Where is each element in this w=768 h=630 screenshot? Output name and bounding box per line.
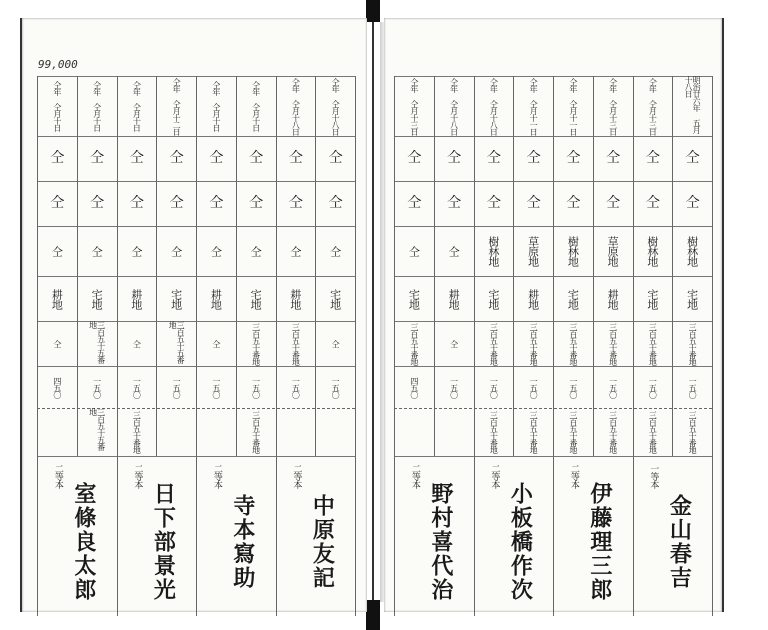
right-cell-mark1: 仝 <box>407 150 421 166</box>
left-cell-category: 耕地 <box>288 288 302 309</box>
right-cell-area-a: 三百五十番地 <box>529 322 539 365</box>
right-cell-date: 仝年 仝月十一日 <box>529 77 539 135</box>
right-cell-area-a: 三百五十番地 <box>648 322 658 365</box>
left-cell-total: 三百五十番地 <box>251 411 261 453</box>
right-cell-mark2: 仝 <box>447 195 461 211</box>
left-cell-mark1: 仝 <box>169 150 183 166</box>
right-cell-area-a: 仝 <box>449 340 459 347</box>
right-cell-area-a: 三百五十番地 <box>688 322 698 365</box>
left-cell-mark3: 仝 <box>288 246 302 256</box>
left-cell-area-a: 仝 <box>132 340 142 347</box>
right-cell-total: 三百五十番地 <box>568 411 578 453</box>
left-cell-mark3: 仝 <box>328 246 342 256</box>
left-cell-area-b: 一五〇 <box>211 376 221 398</box>
right-cell-category: 宅地 <box>407 288 421 309</box>
right-cell-category: 耕地 <box>526 288 540 309</box>
left-cell-category: 宅地 <box>90 288 104 309</box>
book-spine <box>372 22 374 600</box>
left-owner-name: 中原友記 <box>309 494 336 590</box>
right-page <box>384 18 724 612</box>
right-column-rule <box>712 76 713 616</box>
left-cell-date: 仝年 仝月十八日 <box>291 77 301 135</box>
right-cell-area-b: 一五〇 <box>489 376 499 398</box>
left-cell-mark1: 仝 <box>129 150 143 166</box>
left-cell-total <box>196 408 236 456</box>
left-cell-area-b: 一五〇 <box>291 376 301 398</box>
right-cell-mark3: 樹林地 <box>685 236 699 266</box>
left-cell-area-a: 三百五十番地 <box>251 322 261 365</box>
right-cell-category: 宅地 <box>486 288 500 309</box>
right-cell-total: 三百五十番地 <box>489 411 499 453</box>
right-cell-category: 耕地 <box>606 288 620 309</box>
right-cell-area-b: 一五〇 <box>688 376 698 398</box>
right-cell-mark2: 仝 <box>407 195 421 211</box>
right-cell-category: 宅地 <box>645 288 659 309</box>
left-cell-date: 仝年 仝月十二日 <box>172 77 182 135</box>
left-cell-area-b: 四五〇 <box>52 376 62 398</box>
left-cell-mark3: 仝 <box>129 246 143 256</box>
right-cell-mark3: 草原地 <box>606 236 620 266</box>
right-owner-name: 金山春吉 <box>666 494 693 590</box>
left-cell-mark2: 仝 <box>209 195 223 211</box>
left-cell-mark2: 仝 <box>129 195 143 211</box>
left-ledger-table <box>37 76 355 618</box>
left-owner-rank: 二等本 <box>291 464 302 488</box>
right-cell-date: 仝年 仝月十三日 <box>608 77 618 135</box>
left-owner-name: 寺本寫助 <box>229 494 256 590</box>
right-cell-area-b: 一五〇 <box>648 376 658 398</box>
right-cell-mark3: 樹林地 <box>645 236 659 266</box>
left-cell-mark3: 仝 <box>90 246 104 256</box>
right-owner-name: 小板橋作次 <box>507 482 534 602</box>
left-cell-mark2: 仝 <box>249 195 263 211</box>
right-cell-area-a: 三百五十番地 <box>568 322 578 365</box>
right-cell-mark2: 仝 <box>606 195 620 211</box>
left-owner-name: 室條良太郎 <box>70 482 97 602</box>
left-cell-total <box>156 408 196 456</box>
left-cell-area-b: 一五〇 <box>251 376 261 398</box>
right-cell-date: 仝年 仝月十八日 <box>489 77 499 135</box>
left-cell-mark2: 仝 <box>328 195 342 211</box>
left-cell-mark1: 仝 <box>209 150 223 166</box>
right-cell-area-a: 三百五十番地 <box>409 322 419 365</box>
right-cell-area-a: 三百五十番地 <box>489 322 499 365</box>
left-column-rule <box>355 76 356 616</box>
right-cell-total <box>394 408 434 456</box>
right-cell-mark2: 仝 <box>526 195 540 211</box>
left-cell-date: 仝年 仝月十八日 <box>331 77 341 135</box>
left-cell-mark1: 仝 <box>90 150 104 166</box>
left-cell-category: 宅地 <box>249 288 263 309</box>
right-cell-mark2: 仝 <box>566 195 580 211</box>
left-cell-category: 耕地 <box>50 288 64 309</box>
right-cell-area-b: 一五〇 <box>568 376 578 398</box>
left-cell-area-a: 三百五十五番地 <box>168 321 186 363</box>
right-cell-mark1: 仝 <box>486 150 500 166</box>
left-cell-area-a: 仝 <box>211 340 221 347</box>
right-cell-category: 耕地 <box>447 288 461 309</box>
right-owner-rank: 一等本 <box>648 464 659 488</box>
left-cell-total <box>315 408 355 456</box>
right-cell-area-b: 一五〇 <box>608 376 618 398</box>
right-cell-mark1: 仝 <box>526 150 540 166</box>
right-ledger-table <box>394 76 712 618</box>
right-cell-date: 仝年 仝月十一日 <box>568 77 578 135</box>
left-cell-area-b: 一五〇 <box>92 376 102 398</box>
left-owner-rank: 二等本 <box>211 464 222 488</box>
binding-clip-top <box>366 0 380 22</box>
right-cell-mark2: 仝 <box>486 195 500 211</box>
left-cell-date: 仝年 仝月十日 <box>52 81 62 131</box>
right-cell-total: 三百五十番地 <box>648 411 658 453</box>
right-cell-mark3: 樹林地 <box>486 236 500 266</box>
right-cell-mark2: 仝 <box>645 195 659 211</box>
left-cell-area-a: 仝 <box>331 340 341 347</box>
left-cell-date: 仝年 仝月十日 <box>132 81 142 131</box>
right-cell-area-b: 四五〇 <box>409 376 419 398</box>
right-cell-total <box>434 408 474 456</box>
right-cell-date: 仝年 仝月十三日 <box>648 77 658 135</box>
left-cell-category: 宅地 <box>169 288 183 309</box>
right-cell-total: 三百五十番地 <box>529 411 539 453</box>
left-cell-area-b: 一五〇 <box>132 376 142 398</box>
right-cell-total: 三百五十番地 <box>688 411 698 453</box>
right-cell-category: 宅地 <box>685 288 699 309</box>
left-cell-area-a: 三百五十五番地 <box>88 321 106 363</box>
left-cell-mark3: 仝 <box>209 246 223 256</box>
right-cell-mark1: 仝 <box>447 150 461 166</box>
left-cell-date: 仝年 仝月十日 <box>251 81 261 131</box>
right-cell-mark1: 仝 <box>645 150 659 166</box>
left-cell-total: 三百五十番地 <box>132 411 142 453</box>
left-cell-area-a: 三百五十番地 <box>291 322 301 365</box>
left-owner-rank: 二等本 <box>52 464 63 488</box>
left-cell-mark1: 仝 <box>328 150 342 166</box>
left-cell-area-a: 仝 <box>52 340 62 347</box>
right-cell-area-a: 三百五十番地 <box>608 322 618 365</box>
left-cell-total: 三百五十五番地 <box>88 408 106 450</box>
right-cell-category: 宅地 <box>566 288 580 309</box>
corner-note: 99,000 <box>38 58 78 71</box>
left-cell-mark3: 仝 <box>249 246 263 256</box>
right-owner-rank: 二等本 <box>409 464 420 488</box>
right-cell-mark1: 仝 <box>606 150 620 166</box>
left-cell-category: 宅地 <box>328 288 342 309</box>
right-cell-date: 仝年 仝月十八日 <box>449 77 459 135</box>
left-cell-mark1: 仝 <box>50 150 64 166</box>
right-cell-area-b: 一五〇 <box>449 376 459 398</box>
left-cell-category: 耕地 <box>129 288 143 309</box>
right-owner-name: 伊藤理三郎 <box>586 482 613 602</box>
left-cell-mark1: 仝 <box>288 150 302 166</box>
left-cell-date: 仝年 仝月十日 <box>92 81 102 131</box>
left-cell-category: 耕地 <box>209 288 223 309</box>
left-owner-rank: 二等本 <box>132 464 143 488</box>
right-owner-rank: 二等本 <box>568 464 579 488</box>
right-cell-mark3: 樹林地 <box>566 236 580 266</box>
right-cell-total: 三百五十番地 <box>608 411 618 453</box>
left-cell-area-b: 一五〇 <box>172 376 182 398</box>
left-cell-mark2: 仝 <box>90 195 104 211</box>
right-cell-date: 明治廿六年 五月十八日 <box>684 76 702 133</box>
left-cell-mark3: 仝 <box>169 246 183 256</box>
right-cell-mark3: 草原地 <box>526 236 540 266</box>
right-cell-mark1: 仝 <box>566 150 580 166</box>
left-cell-area-b: 一五〇 <box>331 376 341 398</box>
right-cell-mark2: 仝 <box>685 195 699 211</box>
left-cell-mark3: 仝 <box>50 246 64 256</box>
left-cell-mark1: 仝 <box>249 150 263 166</box>
right-cell-area-b: 一五〇 <box>529 376 539 398</box>
left-cell-mark2: 仝 <box>169 195 183 211</box>
right-cell-mark3: 仝 <box>447 246 461 256</box>
right-cell-mark3: 仝 <box>407 246 421 256</box>
right-owner-rank: 二等本 <box>489 464 500 488</box>
right-owner-name: 野村喜代治 <box>427 482 454 602</box>
left-cell-mark2: 仝 <box>288 195 302 211</box>
left-owner-name: 日下部景光 <box>150 482 177 602</box>
right-cell-mark1: 仝 <box>685 150 699 166</box>
left-cell-total <box>276 408 316 456</box>
left-page <box>20 18 367 612</box>
left-cell-total <box>37 408 77 456</box>
left-cell-date: 仝年 仝月十日 <box>211 81 221 131</box>
binding-clip-bottom <box>366 600 380 630</box>
left-cell-mark2: 仝 <box>50 195 64 211</box>
right-cell-date: 仝年 仝月十三日 <box>409 77 419 135</box>
